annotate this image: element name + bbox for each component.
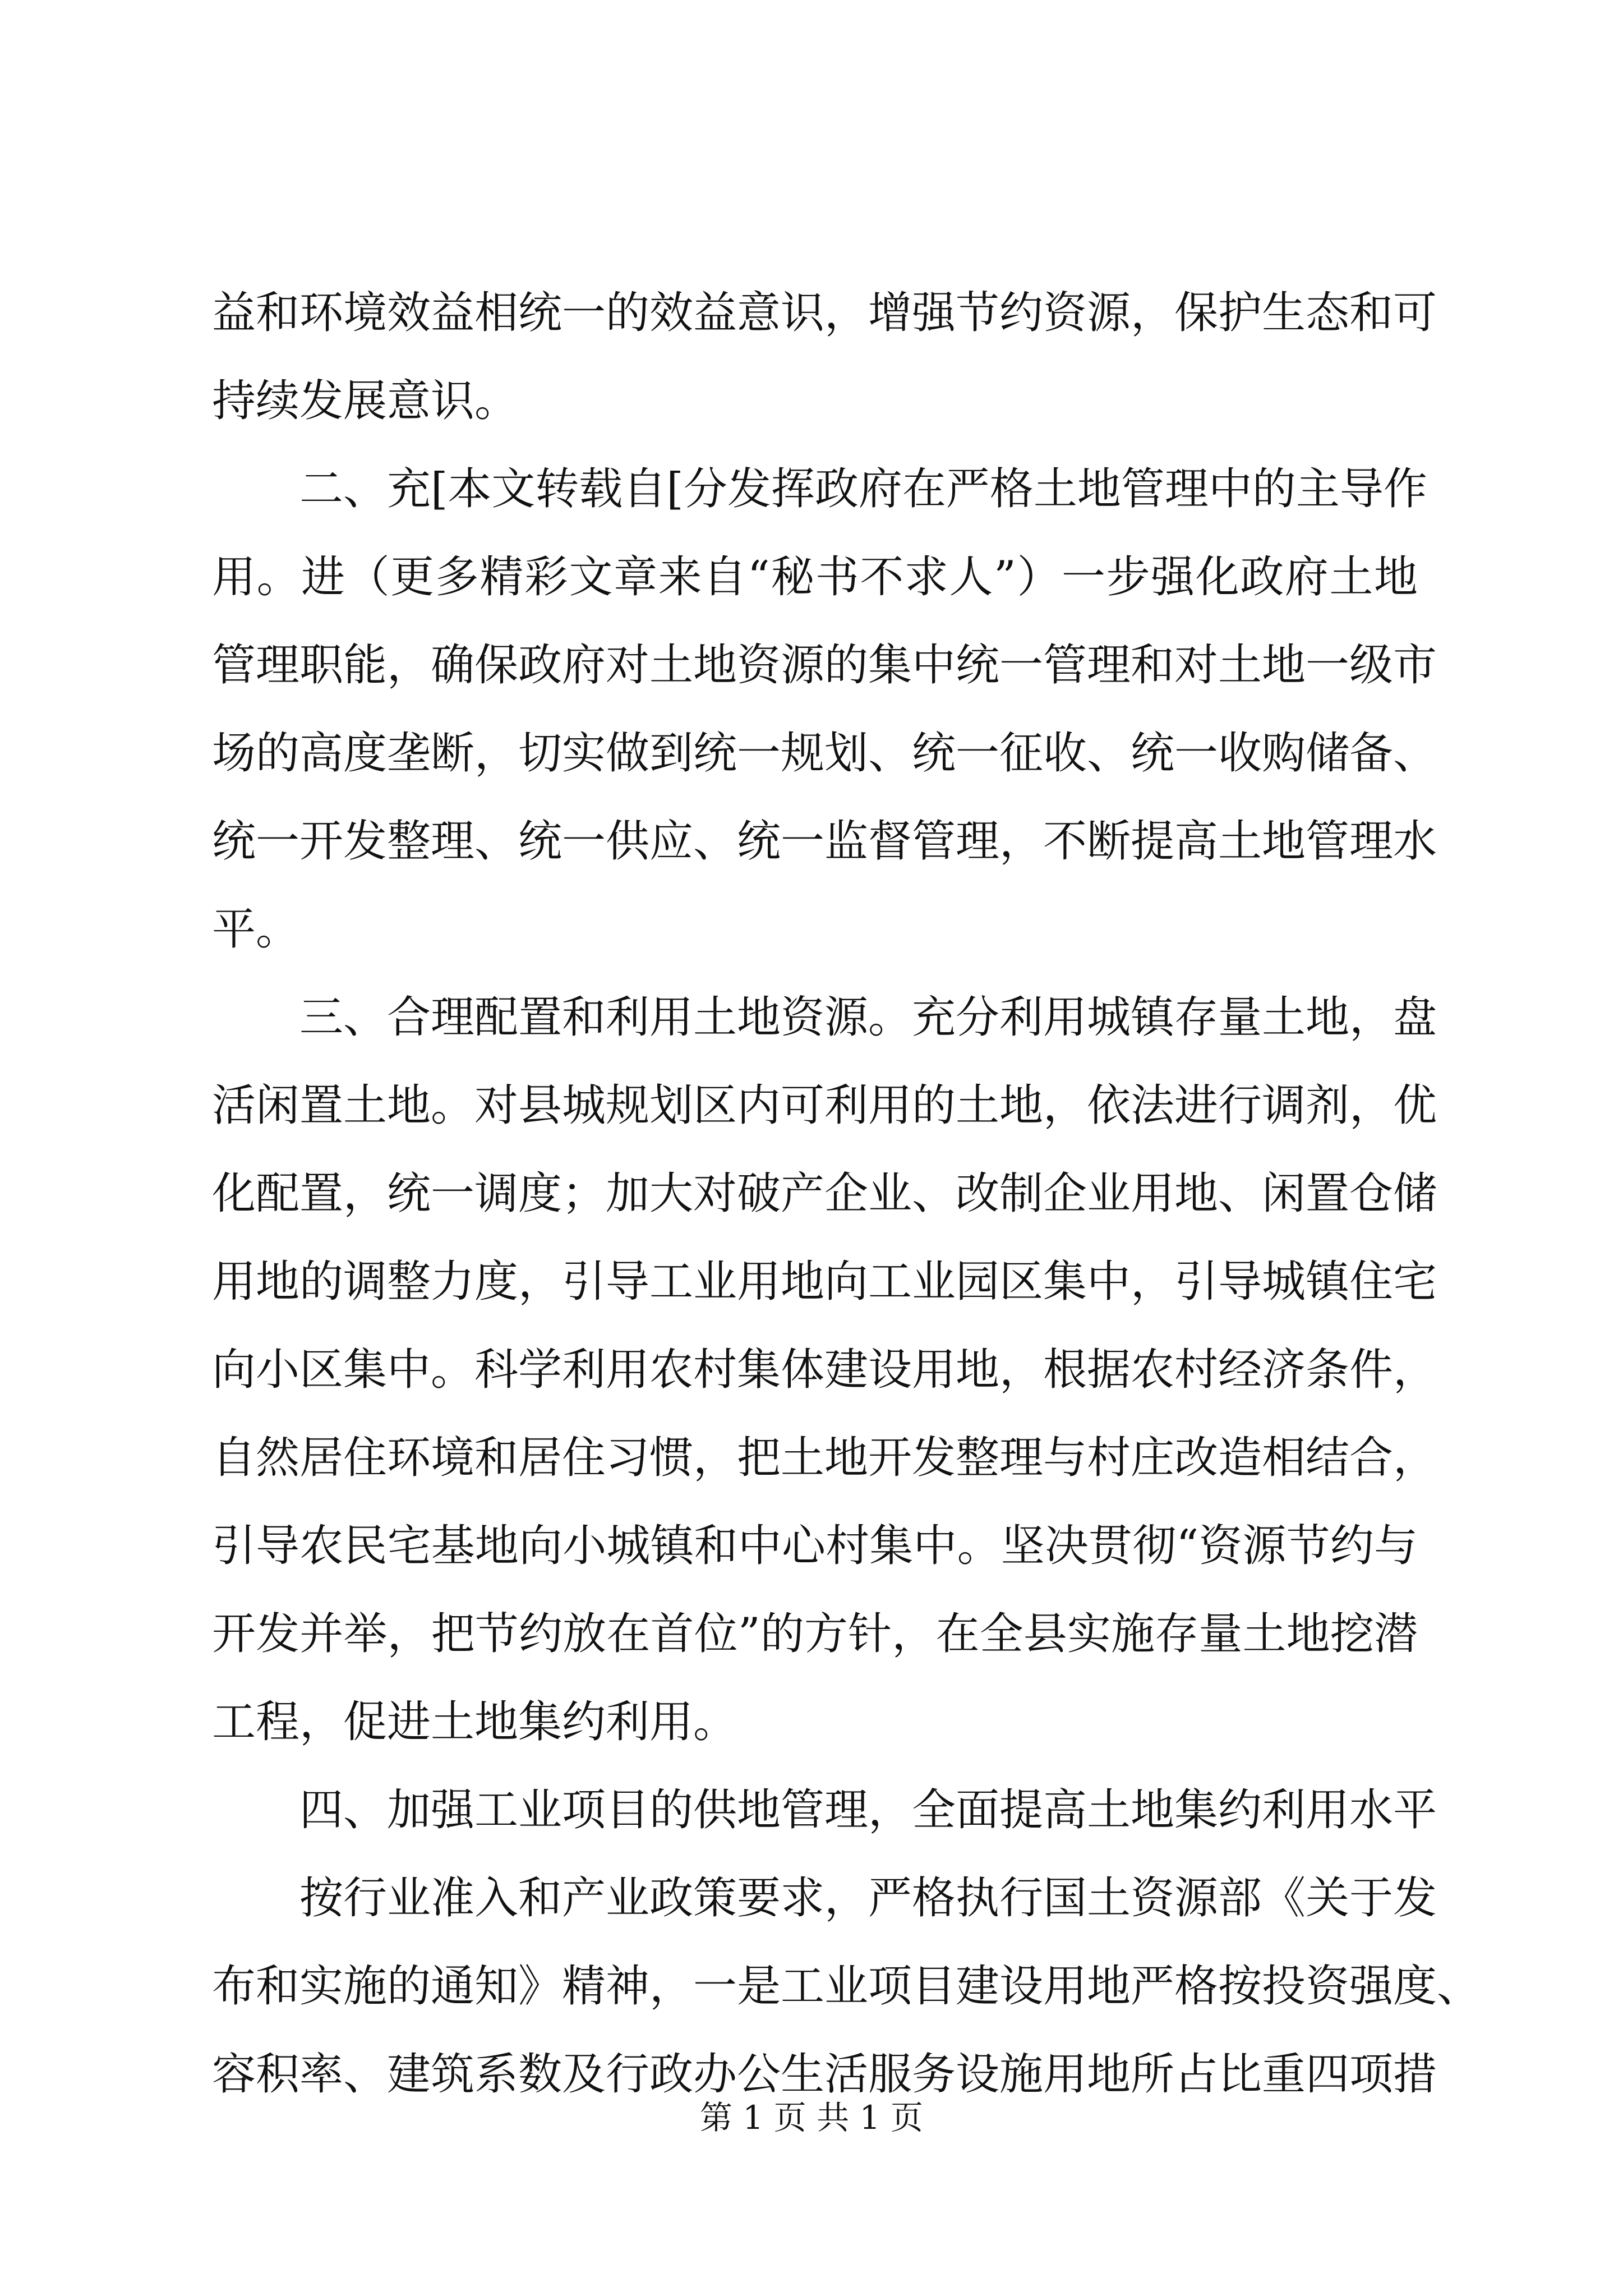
text-line: 持续发展意识。 bbox=[212, 376, 519, 426]
text-line: 二、充[本文转载自[分发挥政府在严格土地管理中的主导作 bbox=[299, 464, 1427, 514]
text-line: 按行业准入和产业政策要求，严格执行国土资源部《关于发 bbox=[299, 1873, 1437, 1924]
text-line: 活闲置土地。对县城规划区内可利用的土地，依法进行调剂，优 bbox=[212, 1080, 1437, 1131]
text-line: 管理职能，确保政府对土地资源的集中统一管理和对土地一级市 bbox=[212, 640, 1437, 691]
text-line: 益和环境效益相统一的效益意识，增强节约资源，保护生态和可 bbox=[212, 288, 1437, 338]
text-line: 场的高度垄断，切实做到统一规划、统一征收、统一收购储备、 bbox=[212, 728, 1437, 779]
text-line: 开发并举，把节约放在首位”的方针，在全县实施存量土地挖潜 bbox=[212, 1609, 1418, 1659]
text-line: 三、合理配置和利用土地资源。充分利用城镇存量土地，盘 bbox=[299, 992, 1437, 1043]
text-line: 化配置，统一调度；加大对破产企业、改制企业用地、闲置仓储 bbox=[212, 1168, 1437, 1219]
text-line: 引导农民宅基地向小城镇和中心村集中。坚决贯彻“资源节约与 bbox=[212, 1521, 1418, 1571]
text-line: 用地的调整力度，引导工业用地向工业园区集中，引导城镇住宅 bbox=[212, 1257, 1437, 1307]
text-line: 统一开发整理、统一供应、统一监督管理，不断提高土地管理水 bbox=[212, 816, 1437, 867]
text-line: 自然居住环境和居住习惯，把土地开发整理与村庄改造相结合， bbox=[212, 1433, 1437, 1483]
document-body bbox=[212, 269, 1481, 2119]
text-line: 布和实施的通知》精神，一是工业项目建设用地严格按投资强度、 bbox=[212, 1961, 1481, 2012]
text-line: 平。 bbox=[212, 904, 300, 955]
text-line: 用。进（更多精彩文章来自“秘书不求人”）一步强化政府土地 bbox=[212, 552, 1418, 602]
page-footer: 第 1 页 共 1 页 bbox=[700, 2099, 923, 2137]
text-line: 四、加强工业项目的供地管理，全面提高土地集约利用水平 bbox=[299, 1785, 1437, 1835]
text-line: 工程，促进土地集约利用。 bbox=[212, 1697, 737, 1747]
text-line: 向小区集中。科学利用农村集体建设用地，根据农村经济条件， bbox=[212, 1345, 1437, 1395]
text-line: 容积率、建筑系数及行政办公生活服务设施用地所占比重四项措 bbox=[212, 2049, 1437, 2100]
